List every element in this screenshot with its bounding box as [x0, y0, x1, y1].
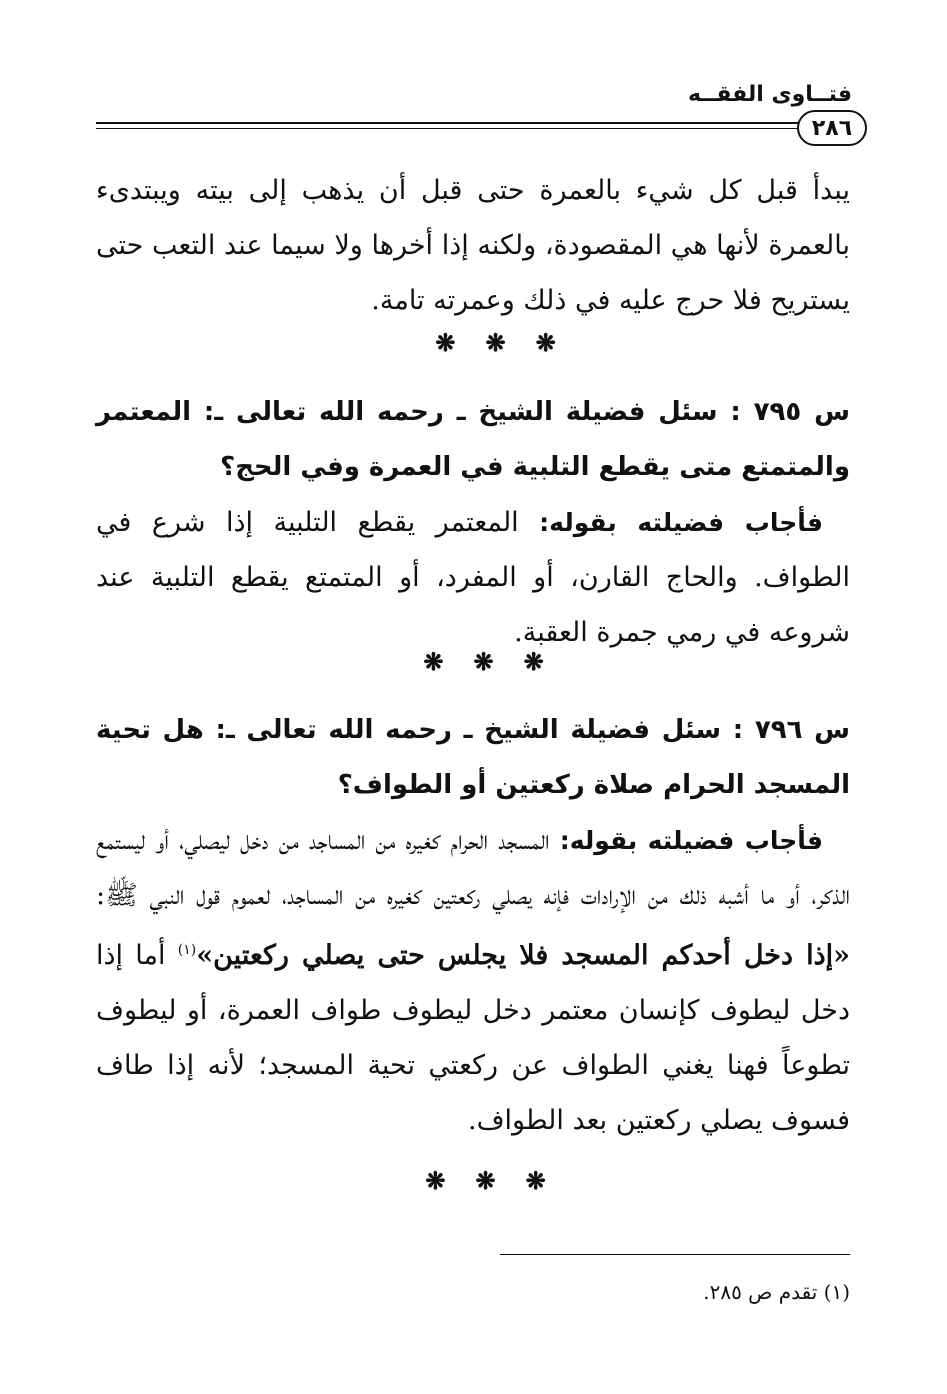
answer-label: فأجاب فضيلته بقوله: [559, 826, 823, 855]
page-number: ٢٨٦ [797, 110, 867, 146]
section-separator [22, 328, 947, 357]
header-rule [96, 122, 819, 124]
asterism-icon: ❋ [485, 328, 506, 357]
paragraph-continuation [96, 163, 850, 328]
asterism-icon: ❋ [435, 328, 456, 357]
asterism-icon: ❋ [525, 1166, 546, 1195]
answer-label: فأجاب فضيلته بقوله: [539, 508, 823, 537]
asterism-icon: ❋ [475, 1166, 496, 1195]
asterism-icon: ❋ [473, 647, 494, 676]
paragraph-text: يبدأ قبل كل شيء بالعمرة حتى قبل أن يذهب إلى بيته ويبتدىء بالعمرة لأنها هي المقصودة، ولكنه إذا أخرها ولا سيما عند التعب حتى يستريح فلا حرج عليه في ذلك وعمرته تامة. [96, 175, 850, 316]
asterism-icon: ❋ [423, 647, 444, 676]
asterism-icon: ❋ [535, 328, 556, 357]
fatwa-796 [96, 703, 850, 1148]
footnote: (١) تقدم ص ٢٨٥. [703, 1280, 850, 1304]
header-rule-secondary [96, 128, 819, 129]
hadith-quote: «إذا دخل أحدكم المسجد فلا يجلس حتى يصلي ركعتين» [196, 940, 850, 971]
answer-body: المعتمر يقطع التلبية إذا شرع في الطواف. والحاج القارن، أو المفرد، أو المتمتع يقطع التلبية عند شروعه في رمي جمرة العقبة. [96, 507, 850, 648]
asterism-icon: ❋ [523, 647, 544, 676]
section-separator [12, 1166, 947, 1195]
answer-body-cont: أما إذا دخل ليطوف كإنسان معتمر دخل ليطوف طواف العمرة، أو ليطوف تطوعاً فهنا يغني الطواف عن ركعتي تحية المسجد؛ لأنه إذا طاف فسوف يصلي ركعتين بعد الطواف. [96, 940, 850, 1136]
answer-body: المسجد الحرام كغيره من المساجد من دخل ليصلي، أو ليستمع الذكر، أو ما أشبه ذلك من الإرادات فإنه يصلي ركعتين كغيره من المساجد، لعموم قول النبي ﷺ: [96, 825, 850, 911]
section-separator [10, 647, 947, 676]
footnote-rule [500, 1254, 850, 1255]
asterism-icon: ❋ [425, 1166, 446, 1195]
footnote-ref: (١) [177, 942, 197, 958]
question-text: س ٧٩٥ : سئل فضيلة الشيخ ـ رحمه الله تعالى ـ: المعتمر والمتمتع متى يقطع التلبية في العمرة وفي الحج؟ [96, 397, 850, 482]
answer-text [96, 813, 850, 1148]
answer-text [96, 495, 850, 660]
running-title: فتــاوى الفقــه [687, 82, 852, 107]
fatwa-795 [96, 385, 850, 660]
question-text: س ٧٩٦ : سئل فضيلة الشيخ ـ رحمه الله تعالى ـ: هل تحية المسجد الحرام صلاة ركعتين أو الطواف؟ [96, 715, 850, 800]
